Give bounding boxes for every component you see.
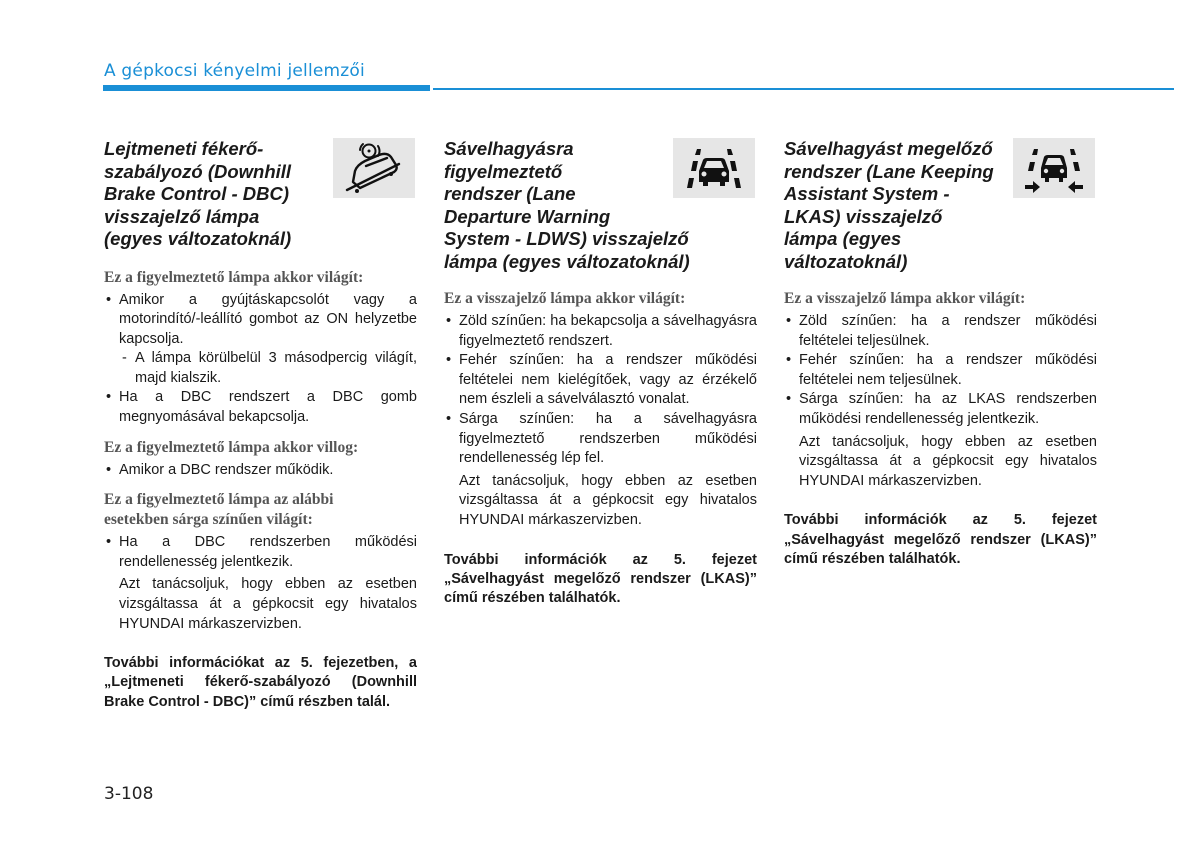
ldws-service-note: Azt tanácsoljuk, hogy ebben az esetben vizsgáltassa át a gépkocsit egy hivatalos HYUNDAI márkaszervizben. [459, 472, 757, 528]
lkas-title-line: LKAS) visszajelző [784, 205, 943, 227]
dbc-list-on [104, 291, 417, 350]
list-item: • Fehér színűen: ha a rendszer működési feltételei nem kielégítőek, vagy az érzékelő nem észleli a sávelválasztó vonalat. [444, 351, 757, 410]
list-item: • Amikor a DBC rendszer működik. [104, 461, 417, 481]
dbc-subheading-blink: Ez a figyelmeztető lámpa akkor villog: [104, 438, 359, 456]
ldws-title-line: rendszer (Lane [444, 183, 576, 204]
dbc-subheading-yellow: Ez a figyelmeztető lámpa az alábbi [104, 491, 334, 509]
page-number: 3-108 [104, 784, 154, 804]
ldws-title-line: lámpa (egyes változatoknál) [444, 250, 690, 272]
lkas-subheading: Ez a visszajelző lámpa akkor világít: [784, 290, 1026, 307]
column-dbc [104, 138, 417, 712]
header-rule-thick [103, 85, 430, 91]
dbc-service-note: Azt tanácsoljuk, hogy ebben az esetben vizsgáltassa át a gépkocsit egy hivatalos HYUNDAI márkaszervizben. [119, 576, 417, 632]
list-subitem: - A lámpa körülbelül 3 másodpercig világít, majd kialszik. [104, 349, 417, 388]
lane-departure-warning-icon [673, 138, 755, 198]
lkas-title-line: Assistant System - [784, 183, 950, 204]
lkas-title-line: lámpa (egyes [784, 228, 902, 249]
lkas-title-line: Sávelhagyást megelőző [784, 138, 993, 159]
lkas-title-line: változatoknál) [784, 250, 908, 272]
list-item: • Sárga színűen: ha a sávelhagyásra figyelmeztető rendszerben működési rendellenesség lép fel. [444, 410, 757, 469]
lkas-more-info: További információk az 5. fejezet „Sávelhagyást megelőző rendszer (LKAS)” című részében találhatók. [784, 512, 1097, 567]
dbc-list-blink [104, 461, 417, 481]
dbc-more-info: További információkat az 5. fejezetben, a „Lejtmeneti fékerő-szabályozó (Downhill Brake Control - DBC)” című részben talál. [104, 655, 417, 710]
lane-keeping-assist-icon [1013, 138, 1095, 198]
list-item: • Ha a DBC rendszert a DBC gomb megnyomásával bekapcsolja. [104, 388, 417, 427]
downhill-brake-control-icon [333, 138, 415, 198]
lkas-list [784, 312, 1097, 430]
list-item: • Sárga színűen: ha az LKAS rendszerben működési rendellenesség jelentkezik. [784, 390, 1097, 429]
column-ldws [444, 138, 757, 608]
ldws-title-line: figyelmeztető [444, 160, 563, 182]
dbc-subheading-yellow-2: esetekben sárga színűen világít: [104, 511, 313, 529]
list-item: • Fehér színűen: ha a rendszer működési feltételei nem teljesülnek. [784, 351, 1097, 390]
dbc-title-line: Lejtmeneti fékerő- [104, 138, 264, 159]
dbc-title-line: szabályozó (Downhill [104, 160, 292, 182]
dbc-subheading-on: Ez a figyelmeztető lámpa akkor világít: [104, 268, 364, 286]
ldws-title-line: System - LDWS) visszajelző [444, 228, 689, 249]
section-header-title: A gépkocsi kényelmi jellemzői [104, 61, 365, 81]
dbc-title-line: visszajelző lámpa [104, 205, 260, 227]
lkas-title-line: rendszer (Lane Keeping [784, 160, 994, 182]
dbc-title-line: (egyes változatoknál) [104, 228, 292, 249]
ldws-list [444, 312, 757, 469]
ldws-title-line: Departure Warning [444, 205, 611, 227]
list-item: • Ha a DBC rendszerben működési rendellenesség jelentkezik. [104, 533, 417, 572]
column-lkas [784, 138, 1097, 569]
list-item: • Zöld színűen: ha bekapcsolja a sávelhagyásra figyelmeztető rendszert. [444, 312, 757, 351]
list-item: • Amikor a gyújtáskapcsolót vagy a motorindító/-leállító gombot az ON helyzetbe kapcsolja. [104, 291, 417, 350]
dbc-list-yellow [104, 533, 417, 572]
dbc-title-line: Brake Control - DBC) [104, 183, 290, 204]
list-item: • Zöld színűen: ha a rendszer működési feltételei teljesülnek. [784, 312, 1097, 351]
ldws-more-info: További információk az 5. fejezet „Sávelhagyást megelőző rendszer (LKAS)” című részében találhatók. [444, 551, 757, 606]
dbc-list-on-2 [104, 388, 417, 427]
header-rule-thin [433, 88, 1174, 90]
lkas-service-note: Azt tanácsoljuk, hogy ebben az esetben vizsgáltassa át a gépkocsit egy hivatalos HYUNDAI márkaszervizben. [799, 433, 1097, 489]
ldws-subheading: Ez a visszajelző lámpa akkor világít: [444, 290, 686, 307]
ldws-title-line: Sávelhagyásra [444, 138, 574, 159]
